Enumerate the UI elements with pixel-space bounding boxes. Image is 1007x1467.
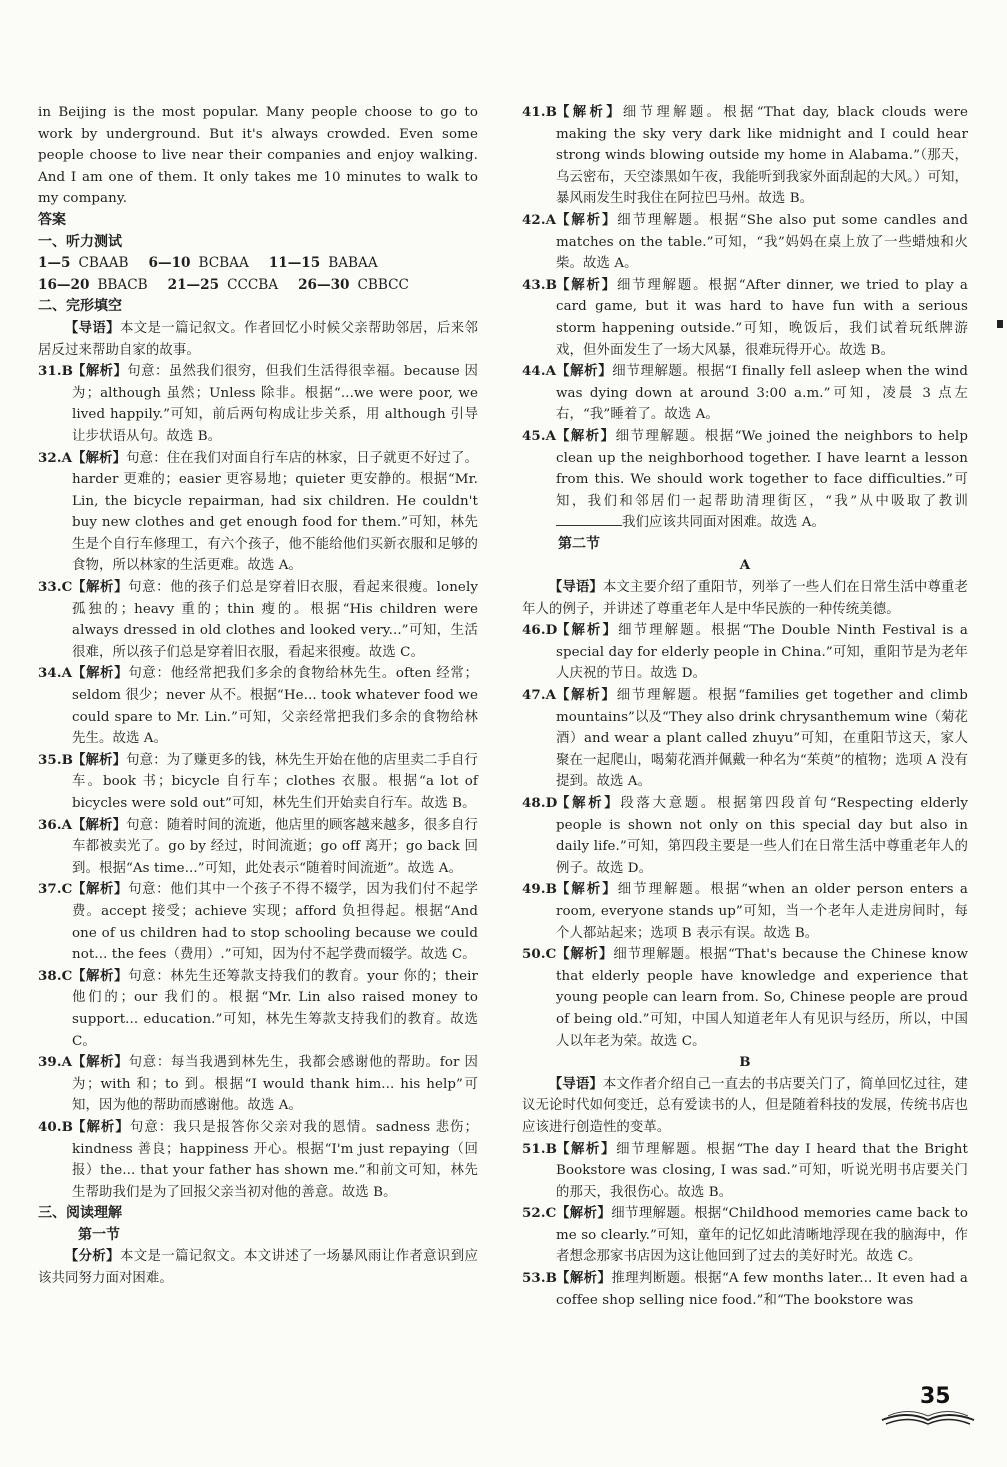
item-text: 【解析】细节理解题。根据“That's because the Chinese know that elderly people have knowledge and experience that young people can learn from. So, Chinese people are proud of being old.”可知，中国人知道老年人有见识与经历，所以，中国人以年老为荣。故选 C。 (556, 946, 969, 1049)
item-number: 32.A (38, 449, 73, 466)
item-number: 48.D (522, 795, 558, 811)
item-text: 【解析】细节理解题。根据“families get together and climb mountains”以及“They also drink chrysanthemum wine（菊花酒）and wear a plant called zhuyu”可知，在重阳节这天，家人聚在一起爬山，喝菊花酒并佩戴一种名为“茱萸”的植物；选项 A 没有提到。故选 A。 (556, 687, 968, 790)
reading-analysis (38, 1246, 478, 1289)
explanation-item (38, 448, 478, 578)
explanation-item (522, 210, 968, 275)
item-number: 52.C (522, 1205, 557, 1222)
item-number: 50.C (522, 946, 557, 963)
section-cloze: 二、完形填空 (38, 298, 122, 315)
explanation-item (38, 879, 478, 965)
item-text: 【解析】细节理解题。根据“She also put some candles and matches on the table.”可知，“我”妈妈在桌上放了一些蜡烛和火柴。故选 A。 (556, 211, 969, 272)
item-text: 【解析】句意：随着时间的流逝，他店里的顾客越来越多，很多自行车都被卖光了。go by 经过，时间流逝；go off 离开；go back 回到。根据“As time...”可知，此处表示“随着时间流逝”。故选 A。 (72, 816, 478, 876)
key-range: 6—10 (148, 255, 191, 272)
key-range: 26—30 (298, 276, 350, 293)
intro-passage: in Beijing is the most popular. Many people choose to go to work by underground. But it's always crowded. Even some people choose to live near their companies and enjoy walking. And I am one of them. It only takes me 10 minutes to walk to my company. (38, 105, 478, 207)
explanation-item (522, 275, 968, 361)
guide-tag: 【导语】 (64, 319, 120, 336)
explanation-item (38, 663, 478, 749)
item-number: 31.B (38, 363, 74, 380)
item-number: 49.B (522, 881, 558, 898)
page-number: 35 (920, 1384, 951, 1409)
answer-title: 答案 (38, 211, 66, 228)
key-answers: CBBCC (357, 276, 409, 293)
explanation-item (38, 1052, 478, 1117)
item-text: 【解析】段落大意题。根据第四段首句“Respecting elderly people is shown not only on this special day but also in daily life.”可知，第四段主要是一些人们在日常生活中尊重老年人的例子。故选 D。 (556, 795, 968, 876)
key-answers: CBAAB (78, 255, 129, 272)
cloze-guide (38, 318, 478, 361)
explanation-item (522, 1139, 968, 1204)
explanation-item (38, 577, 478, 663)
item-text: 【解析】句意：他的孩子们总是穿着旧衣服，看起来很瘦。lonely 孤独的；heavy 重的；thin 瘦的。根据“His children were always dressed in old clothes and looked very...”可知，生活很难，所以孩子们总是穿着旧衣服，看起来很瘦。故选 C。 (72, 579, 478, 660)
item-text: 【解析】细节理解题。根据“I finally fell asleep when the wind was dying down at around 3:00 a.m.”可知，凌晨 3 点左右，“我”睡着了。故选 A。 (556, 363, 968, 423)
cloze-explanations (38, 361, 478, 1203)
item-text: 【解析】细节理解题。根据“The day I heard that the Bright Bookstore was closing, I was sad.”可知，听说光明书店要关门的那天，我很伤心。故选 B。 (556, 1140, 968, 1200)
answer-key-row-1 (38, 253, 478, 275)
guide-text: 本文是一篇记叙文。作者回忆小时候父亲帮助邻居，后来邻居反过来帮助自家的故事。 (38, 320, 478, 358)
item-text: 【解析】细节理解题。根据“After dinner, we tried to play a card game, but it was hard to have fun with a serious storm happening outside.”可知，晚饭后，我们试着玩纸牌游戏，但外面发生了一场大风暴，很难玩得开心。故选 B。 (556, 276, 968, 358)
explanation-item (522, 944, 968, 1052)
explanation-item (38, 1117, 478, 1203)
item-text: 【解析】句意：他们其中一个孩子不得不辍学，因为我们付不起学费。accept 接受；achieve 实现；afford 负担得起。根据“And one of us children had to stop schooling because we could not... the fees（费用）.”可知，因为付不起学费而辍学。故选 C。 (72, 881, 478, 963)
explanation-item (522, 1203, 968, 1268)
key-range: 16—20 (38, 276, 90, 293)
explanation-item (522, 361, 968, 426)
key-answers: BABAA (328, 255, 378, 272)
explanation-item-45 (522, 426, 968, 534)
reading-explanations-2 (522, 620, 968, 1052)
item-number: 34.A (38, 665, 73, 682)
explanation-item (38, 815, 478, 880)
reading-part-1: 第一节 (78, 1226, 120, 1243)
explanation-item (522, 685, 968, 793)
key-answers: BBACB (97, 276, 148, 293)
item-text: 【解析】句意：住在我们对面自行车店的林家，日子就更不好过了。harder 更难的；easier 更容易地；quieter 更安静的。根据“Mr. Lin, the bicycle repairman, had six children. He couldn't buy new clothes and get enough food for them.”可知，林先生是个自行车修理工，有六个孩子，他不能给他们买新衣服和足够的食物，所以林家的生活更难。故选 A。 (72, 449, 478, 574)
item-text: 【解析】推理判断题。根据“A few months later... It even had a coffee shop selling nice food.”和“The bookstore was (556, 1270, 968, 1308)
explanation-item (522, 793, 968, 879)
explanation-item (38, 966, 478, 1052)
item-number: 36.A (38, 816, 73, 833)
item-number: 43.B (522, 276, 558, 293)
item-number: 37.C (38, 881, 73, 898)
item-number: 45.A (522, 427, 557, 444)
passage-b-guide: 【导语】本文作者介绍自己一直去的书店要关门了，简单回忆过往，建议无论时代如何变迁，总有爱读书的人，但是随着科技的发展，传统书店也应该进行创造性的变革。 (522, 1075, 968, 1135)
key-range: 1—5 (38, 255, 71, 272)
analysis-tag: 【分析】 (64, 1248, 120, 1265)
item-text: 【解析】细节理解题。根据“Childhood memories came back to me so clearly.”可知，童年的记忆如此清晰地浮现在我的脑海中，作者想念那家书店因为这让他回到了过去的美好时光。故选 C。 (556, 1205, 968, 1265)
item-text: 【解析】句意：他经常把我们多余的食物给林先生。often 经常；seldom 很少；never 从不。根据“He... took whatever food we could spare to Mr. Lin.”可知，父亲经常把我们多余的食物给林先生。故选 A。 (72, 665, 478, 747)
fill-blank (556, 513, 622, 526)
item-number: 47.A (522, 687, 557, 704)
explanation-item (522, 102, 968, 210)
key-range: 21—25 (167, 276, 220, 293)
item-number: 41.B (522, 104, 558, 120)
item-text: 【解析】句意：每当我遇到林先生，我都会感谢他的帮助。for 因为；with 和；to 到。根据“I would thank him... his help”可知，因为他的帮助而感谢他。故选 A。 (72, 1054, 479, 1114)
item-text: 【解析】细节理解题。根据“The Double Ninth Festival is a special day for elderly people in China.”可知，重阳节是为老年人庆祝的节日。故选 D。 (556, 622, 969, 682)
item-number: 51.B (522, 1140, 558, 1157)
passage-b-label: B (739, 1054, 751, 1071)
section-listening: 一、听力测试 (38, 233, 122, 250)
explanation-item (38, 361, 478, 447)
item-text: 【解析】细节理解题。根据“That day, black clouds were making the sky very dark like midnight and I could hear strong winds blowing outside my home in Alabama.”（那天，乌云密布，天空漆黑如午夜，我能听到我家外面刮起的大风。）可知，暴风雨发生时我住在阿拉巴马州。故选 B。 (556, 104, 968, 207)
item-number: 40.B (38, 1118, 74, 1135)
item-text: 【解析】细节理解题。根据“We joined the neighbors to help clean up the neighborhood together. I have learnt a lesson from this. We should work together to face difficulties.”可知，我们和邻居们一起帮助清理街区，“我”从中吸取了教训我们应该共同面对困难。故选 A。 (556, 427, 968, 531)
passage-a-label: A (739, 557, 751, 574)
analysis-text: 本文是一篇记叙文。本文讲述了一场暴风雨让作者意识到应该共同努力面对困难。 (38, 1249, 478, 1287)
item-number: 39.A (38, 1054, 73, 1071)
passage-a-guide: 【导语】本文主要介绍了重阳节，列举了一些人们在日常生活中尊重老年人的例子，并讲述了尊重老年人是中华民族的一种传统美德。 (522, 579, 968, 617)
answer-key-row-2 (38, 275, 478, 297)
item-text: 【解析】句意：虽然我们很穷，但我们生活得很幸福。because 因为；although 虽然；Unless 除非。根据“...we were poor, we lived happily.”可知，前后两句构成让步关系，用 although 引导让步状语从句。故选 B。 (72, 363, 478, 444)
item-number: 35.B (38, 751, 74, 768)
item-number: 44.A (522, 363, 557, 380)
reading-explanations-1 (522, 102, 968, 426)
item-number: 42.A (522, 211, 557, 228)
key-answers: BCBAA (198, 255, 249, 272)
item-text: 【解析】细节理解题。根据“when an older person enters a room, everyone stands up”可知，当一个老年人走进房间时，每个人都站起来；选项 B 表示有误。故选 B。 (556, 881, 968, 941)
explanation-item (522, 879, 968, 944)
side-mark (997, 320, 1003, 328)
item-number: 53.B (522, 1270, 558, 1287)
item-number: 33.C (38, 579, 73, 596)
right-column (522, 102, 968, 1311)
reading-explanations-3 (522, 1139, 968, 1312)
item-text: 【解析】句意：为了赚更多的钱，林先生开始在他的店里卖二手自行车。book 书；bicycle 自行车；clothes 衣服。根据“a lot of bicycles were sold out”可知，林先生们开始卖自行车。故选 B。 (72, 751, 478, 811)
left-column (38, 102, 478, 1290)
explanation-item (522, 1268, 968, 1311)
key-answers: CCCBA (227, 276, 279, 293)
explanation-item (522, 620, 968, 685)
explanation-item (38, 750, 478, 815)
item-text: 【解析】句意：林先生还筹款支持我们的教育。your 你的；their 他们的；our 我们的。根据“Mr. Lin also raised money to support... education.”可知，林先生筹款支持我们的教育。故选 C。 (72, 967, 478, 1049)
item-number: 38.C (38, 967, 73, 984)
section-reading: 三、阅读理解 (38, 1205, 122, 1222)
item-text: 【解析】句意：我只是报答你父亲对我的恩情。sadness 悲伤；kindness 善良；happiness 开心。根据“I'm just repaying（回报）the... that your father has shown me.”和前文可知，林先生帮助我们是为了回报父亲当初对他的善意。故选 B。 (72, 1118, 478, 1200)
reading-part-2: 第二节 (558, 535, 600, 552)
key-range: 11—15 (268, 255, 321, 272)
item-number: 46.D (522, 622, 558, 639)
